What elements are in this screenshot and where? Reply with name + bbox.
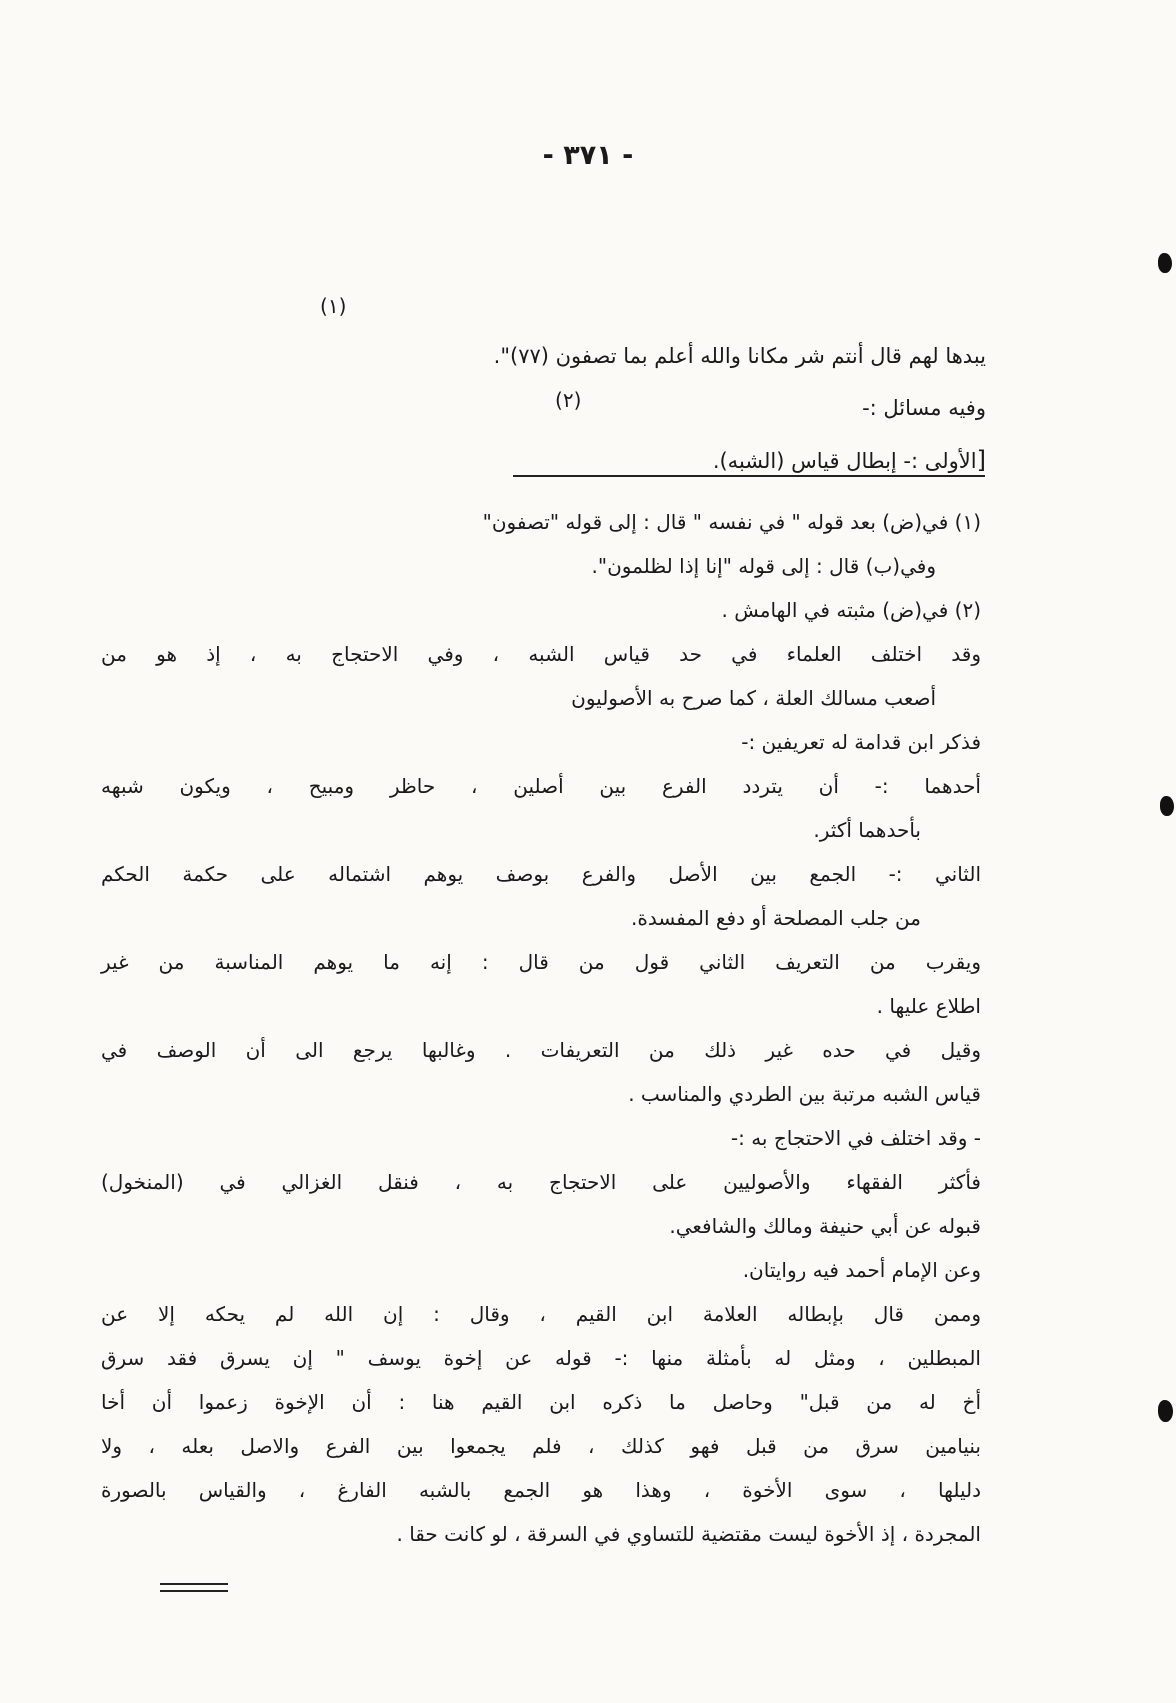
body-line: ويقرب من التعريف الثاني قول من قال : إنه ما يوهم المناسبة من غير <box>101 950 981 974</box>
footnote-marker-1: (١) <box>320 294 347 318</box>
body-line: - وقد اختلف في الاحتجاج به :- <box>730 1126 981 1150</box>
footnote-1: (١) في(ض) بعد قوله " في نفسه " قال : إلى قوله "تصفون" <box>482 510 981 534</box>
main-line-1: يبدها لهم قال أنتم شر مكانا والله أعلم بما تصفون (٧٧)". <box>493 344 986 368</box>
body-line: وممن قال بإبطاله العلامة ابن القيم ، وقال : إن الله لم يحكه إلا عن <box>101 1302 981 1326</box>
footnote-1-continued: وفي(ب) قال : إلى قوله "إنا إذا لظلمون". <box>591 554 936 578</box>
main-text-block <box>206 330 986 487</box>
body-line: من جلب المصلحة أو دفع المفسدة. <box>631 906 921 930</box>
ink-blot <box>1158 1400 1173 1422</box>
body-line: أحدهما :- أن يتردد الفرع بين أصلين ، حاظر ومبيح ، ويكون شبهه <box>101 774 981 798</box>
end-double-rule <box>160 1583 228 1585</box>
body-line: المبطلين ، ومثل له بأمثلة منها :- قوله عن إخوة يوسف " إن يسرق فقد سرق <box>101 1346 981 1370</box>
body-line: وقيل في حده غير ذلك من التعريفات . وغالبها يرجع الى أن الوصف في <box>101 1038 981 1062</box>
body-line: وعن الإمام أحمد فيه روايتان. <box>742 1258 981 1282</box>
body-line: قياس الشبه مرتبة بين الطردي والمناسب . <box>628 1082 981 1106</box>
body-line: فأكثر الفقهاء والأصوليين على الاحتجاج به ، فنقل الغزالي في (المنخول) <box>101 1170 981 1194</box>
footnote-separator <box>513 475 985 477</box>
body-line: فذكر ابن قدامة له تعريفين :- <box>741 730 981 754</box>
body-line: أخ له من قبل" وحاصل ما ذكره ابن القيم هنا : أن الإخوة زعموا أن أخا <box>101 1390 981 1414</box>
body-line: بنيامين سرق من قبل فهو كذلك ، فلم يجمعوا بين الفرع والاصل بعله ، ولا <box>101 1434 981 1458</box>
end-double-rule <box>160 1590 228 1592</box>
main-line-3-text: الأولى :- إبطال قياس (الشبه). <box>712 449 977 473</box>
bracket-mark: [ <box>976 446 986 474</box>
body-line: وقد اختلف العلماء في حد قياس الشبه ، وفي الاحتجاج به ، إذ هو من <box>101 642 981 666</box>
body-line: بأحدهما أكثر. <box>813 818 921 842</box>
ink-blot <box>1158 253 1172 273</box>
body-line: اطلاع عليها . <box>876 994 981 1018</box>
footnote-2: (٢) في(ض) مثبته في الهامش . <box>721 598 981 622</box>
body-line: دليلها ، سوى الأخوة ، وهذا هو الجمع بالشبه الفارغ ، والقياس بالصورة <box>101 1478 981 1502</box>
footnotes-block <box>101 500 981 1556</box>
main-line-2: وفيه مسائل :- <box>862 396 986 420</box>
body-line: المجردة ، إذ الأخوة ليست مقتضية للتساوي في السرقة ، لو كانت حقا . <box>396 1522 981 1546</box>
footnote-marker-2: (٢) <box>555 388 582 412</box>
body-line: الثاني :- الجمع بين الأصل والفرع بوصف يوهم اشتماله على حكمة الحكم <box>101 862 981 886</box>
body-line: أصعب مسالك العلة ، كما صرح به الأصوليون <box>571 686 936 710</box>
main-line-3 <box>206 434 986 487</box>
page-number: - ٣٧١ - <box>542 140 634 171</box>
ink-blot <box>1160 796 1174 816</box>
body-line: قبوله عن أبي حنيفة ومالك والشافعي. <box>669 1214 981 1238</box>
